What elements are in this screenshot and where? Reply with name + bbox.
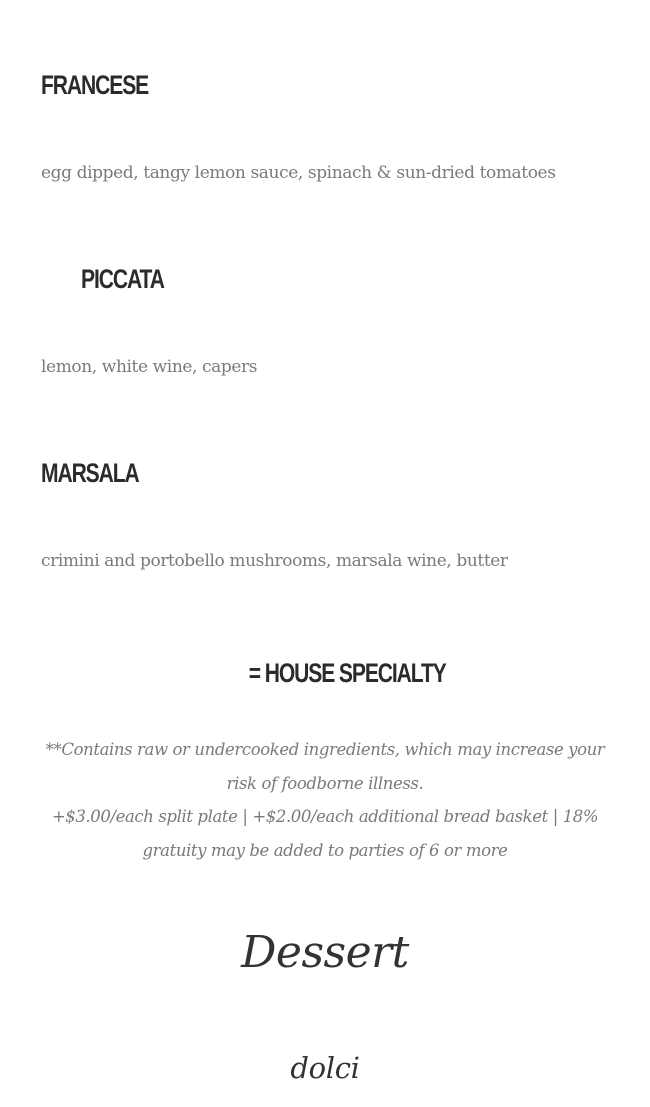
menu-item-name-francese: FRANCESE — [41, 70, 149, 100]
raw-ingredients-warning: **Contains raw or undercooked ingredients, which may increase your risk of foodborne illness. — [45, 740, 605, 793]
menu-item-name-piccata: PICCATA — [81, 264, 164, 294]
menu-notes — [30, 733, 620, 867]
menu-item-description-piccata: lemon, white wine, capers — [41, 357, 258, 377]
menu-item-name-marsala: MARSALA — [41, 458, 139, 488]
section-subtitle-dolci: dolci — [290, 1051, 360, 1085]
house-specialty-label: = HOUSE SPECIALTY — [249, 658, 446, 688]
menu-item-description-marsala: crimini and portobello mushrooms, marsala wine, butter — [41, 551, 508, 571]
section-title-dessert: Dessert — [241, 927, 409, 978]
house-specialty-legend — [0, 657, 650, 693]
split-plate-gratuity-note: +$3.00/each split plate | +$2.00/each additional bread basket | 18% gratuity may be added to parties of 6 or more — [51, 807, 599, 860]
menu-item-description-francese: egg dipped, tangy lemon sauce, spinach & sun-dried tomatoes — [41, 163, 556, 183]
